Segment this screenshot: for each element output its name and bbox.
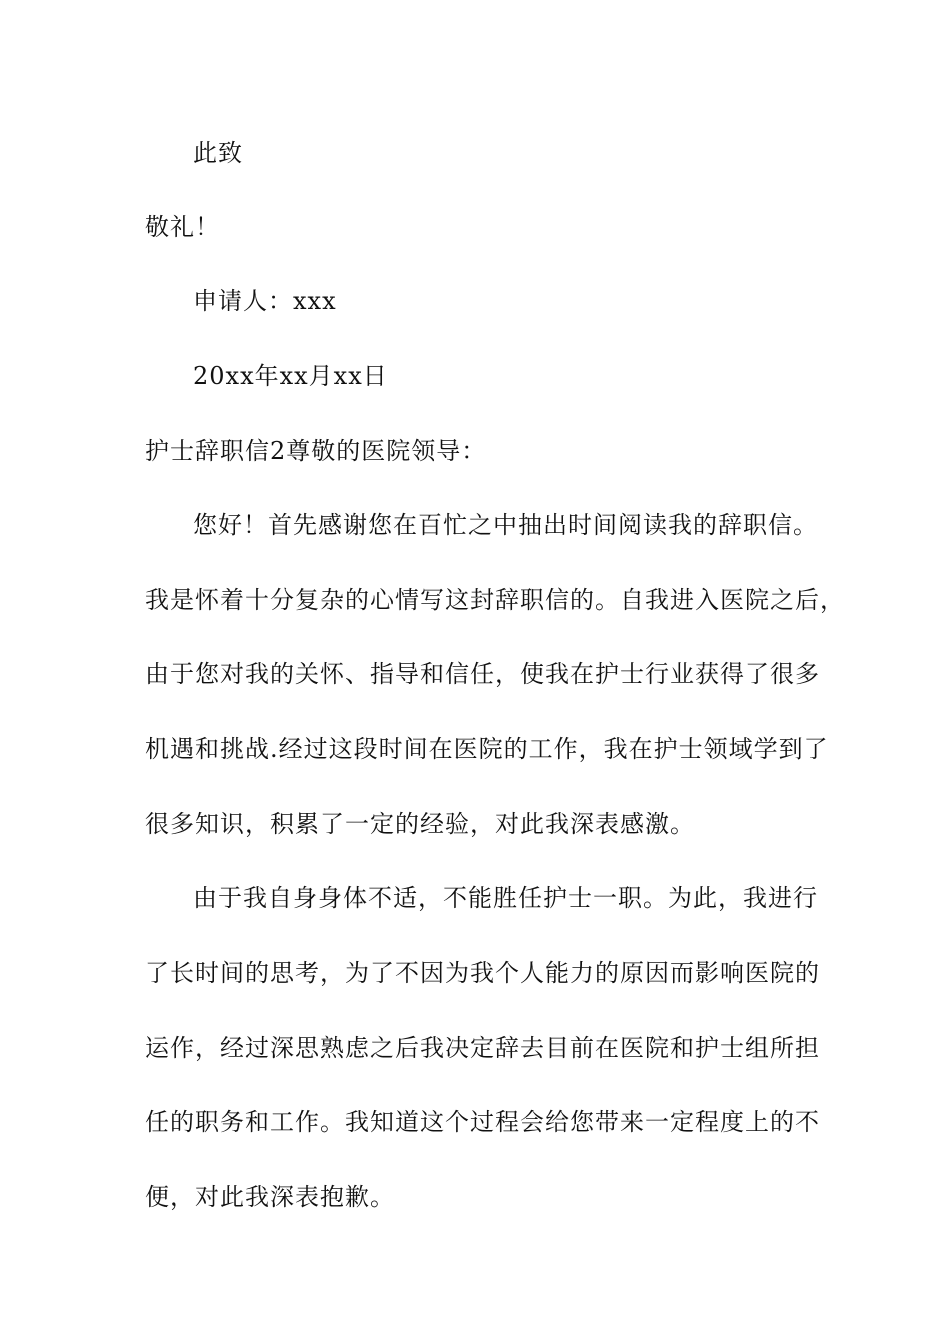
paragraph2-line: 便，对此我深表抱歉。 — [145, 1183, 395, 1211]
paragraph1-line: 我是怀着十分复杂的心情写这封辞职信的。自我进入医院之后， — [145, 586, 845, 614]
paragraph1-line: 由于您对我的关怀、指导和信任，使我在护士行业获得了很多 — [145, 660, 820, 688]
paragraph1-line: 很多知识，积累了一定的经验，对此我深表感激。 — [145, 810, 695, 838]
paragraph1-line: 您好！首先感谢您在百忙之中抽出时间阅读我的辞职信。 — [193, 511, 818, 539]
closing-respect: 敬礼！ — [145, 213, 220, 241]
date-line: 20xx年xx月xx日 — [193, 362, 388, 390]
applicant-line: 申请人：xxx — [193, 287, 337, 315]
letter-heading: 护士辞职信2尊敬的医院领导： — [145, 437, 487, 465]
paragraph2-line: 由于我自身身体不适，不能胜任护士一职。为此，我进行 — [193, 884, 818, 912]
paragraph2-line: 任的职务和工作。我知道这个过程会给您带来一定程度上的不 — [145, 1108, 820, 1136]
paragraph2-line: 了长时间的思考，为了不因为我个人能力的原因而影响医院的 — [145, 959, 820, 987]
paragraph2-line: 运作，经过深思熟虑之后我决定辞去目前在医院和护士组所担 — [145, 1034, 820, 1062]
closing-salutation: 此致 — [193, 139, 243, 167]
paragraph1-line: 机遇和挑战.经过这段时间在医院的工作，我在护士领域学到了 — [145, 735, 829, 763]
